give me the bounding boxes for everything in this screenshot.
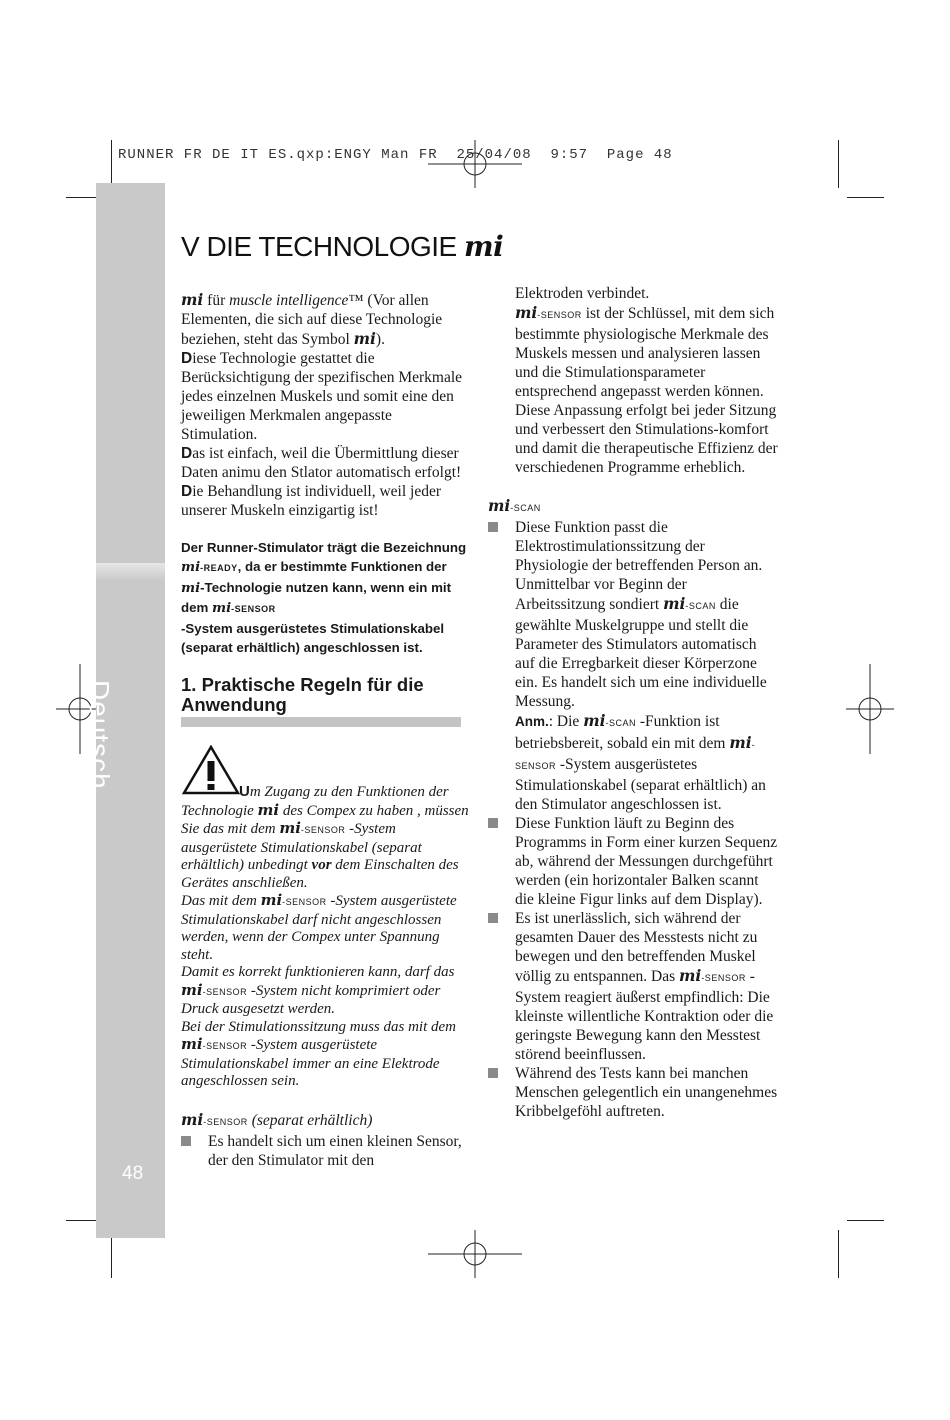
mi-logo: mi bbox=[181, 290, 204, 309]
intro-paragraph: Die Behandlung ist individuell, weil jeder unserer Muskeln einzigartig ist! bbox=[181, 483, 442, 519]
mi-logo: mi bbox=[515, 303, 538, 322]
crop-mark bbox=[847, 1220, 884, 1221]
list-item: Diese Funktion läuft zu Beginn des Programms in Form einer kurzen Sequenz ab, während der Messungen durchgeführt werden (ein horizontaler Balken scannt die kleine Figur links auf dem Display). bbox=[488, 814, 778, 909]
mi-logo: mi bbox=[181, 560, 201, 575]
crop-mark bbox=[838, 140, 839, 188]
mi-logo: mi bbox=[663, 594, 686, 613]
intro-paragraph: mi für muscle intelligence™ (Vor allen Elementen, die sich auf diese Technologie beziehen, steht das Symbol mi). bbox=[181, 290, 443, 348]
mi-logo: mi bbox=[679, 966, 702, 985]
mi-logo: mi bbox=[729, 733, 752, 752]
mi-logo: mi bbox=[464, 230, 504, 263]
mi-logo: mi bbox=[181, 1035, 203, 1053]
right-column bbox=[488, 284, 778, 1121]
registration-mark-right bbox=[846, 664, 894, 754]
left-column bbox=[181, 290, 471, 1170]
mi-logo: mi bbox=[181, 1109, 204, 1129]
section-heading: 1. Praktische Regeln für die Anwendung bbox=[181, 675, 461, 727]
mi-logo: mi bbox=[583, 711, 606, 730]
list-item: Diese Funktion passt die Elektrostimulationssitzung der Physiologie der betreffenden Person an. Unmittelbar vor Beginn der Arbeitssitzung sondiert mi-SCAN die gewählte Muskelgruppe und stellt die Parameter des Stimulators automatisch auf die Erregbarkeit dieser Körperzone ein. Es handelt sich um eine individuelle Messung. Anm.: Die mi-SCAN -Funktion ist betriebsbereit, sobald ein mit dem mi-SENSOR -System ausgerüstetes Stimulationskabel (separat erhältlich) an den Stimulator angeschlossen ist. bbox=[488, 518, 778, 814]
mi-logo: mi bbox=[257, 800, 280, 819]
mi-logo: mi bbox=[181, 581, 201, 596]
sensor-paragraph: mi-SENSOR ist der Schlüssel, mit dem sich bestimmte physiologische Merkmale des Muskels messen und analysieren lassen und die Stimulationsparameter entsprechend angepasst werden können. Diese Anpassung erfolgt bei jeder Sitzung und verbessert den Stimulations-komfort und damit die therapeutische Effizienz der verschiedenen Programme erheblich. bbox=[515, 303, 778, 476]
registration-mark-bottom bbox=[428, 1230, 522, 1278]
side-tab-highlight bbox=[96, 563, 165, 581]
runner-notice: Der Runner-Stimulator trägt die Bezeichnung mi-READY, da er bestimmte Funktionen der mi-Technologie nutzen kann, wenn ein mit dem mi-SENSOR -System ausgerüstetes Stimulationskabel (separat erhältlich) angeschlossen ist. bbox=[181, 540, 467, 655]
list-item: Es handelt sich um einen kleinen Sensor, der den Stimulator mit den bbox=[181, 1132, 471, 1170]
mi-logo: mi bbox=[181, 980, 203, 999]
crop-mark bbox=[111, 140, 112, 188]
language-tab-label: Deutsch bbox=[84, 680, 115, 790]
print-slug: RUNNER FR DE IT ES.qxp:ENGY Man FR 25/04/08 9:57 Page 48 bbox=[118, 147, 673, 163]
crop-mark bbox=[838, 1230, 839, 1278]
mi-logo: mi bbox=[279, 819, 301, 837]
mi-logo: mi bbox=[353, 329, 376, 348]
warning-block: Um Zugang zu den Funktionen der Technologie mi des Compex zu haben , müssen Sie das mit dem mi-SENSOR -System ausgerüstete Stimulationskabel (separat erhältlich) unbedingt vor dem Einschalten des Gerätes anschließen. Das mit dem mi-SENSOR -System ausgerüstete Stimulationskabel darf nicht angeschlossen werden, wenn der Compex unter Spannung steht. Damit es korrekt funktionieren kann, darf das mi-SENSOR -System nicht komprimiert oder Druck ausgesetzt werden. Bei der Stimulationssitzung muss das mit dem mi-SENSOR -System ausgerüstete Stimulationskabel immer an eine Elektrode angeschlossen sein. bbox=[181, 745, 471, 1091]
intro-paragraph: Diese Technologie gestattet die Berücksichtigung der spezifischen Merkmale jedes einzelnen Muskels und somit eine den jeweiligen Merkmalen angepasste Stimulation. bbox=[181, 350, 463, 443]
page-title bbox=[181, 230, 503, 263]
sensor-list bbox=[181, 1132, 471, 1170]
mi-logo: mi bbox=[260, 891, 283, 909]
scan-list bbox=[488, 518, 778, 1121]
registration-mark-top bbox=[428, 140, 522, 188]
continued-text: Elektroden verbindet. bbox=[515, 285, 650, 302]
scan-heading: mi-SCAN bbox=[488, 496, 541, 515]
sensor-heading: mi-SENSOR (separat erhältlich) bbox=[181, 1109, 373, 1129]
mi-logo: mi bbox=[212, 601, 232, 616]
title-text: V DIE TECHNOLOGIE bbox=[181, 231, 457, 262]
crop-mark bbox=[847, 197, 884, 198]
list-item: Es ist unerlässlich, sich während der gesamten Dauer des Messtests nicht zu bewegen und den betreffenden Muskel völlig zu entspannen. Das mi-SENSOR -System reagiert äußerst empfindlich: Die kleinste willentliche Kontraktion oder die geringste Bewegung kann den Messtest störend beeinflussen. bbox=[488, 909, 778, 1064]
mi-logo: mi bbox=[488, 496, 511, 515]
list-item: Während des Tests kann bei manchen Menschen gelegentlich ein unangenehmes Kribbelgeföhl auftreten. bbox=[488, 1064, 778, 1121]
intro-paragraph: Das ist einfach, weil die Übermittlung dieser Daten animu den Stlator automatisch erfolgt! bbox=[181, 445, 462, 481]
page-number: 48 bbox=[122, 1163, 144, 1184]
